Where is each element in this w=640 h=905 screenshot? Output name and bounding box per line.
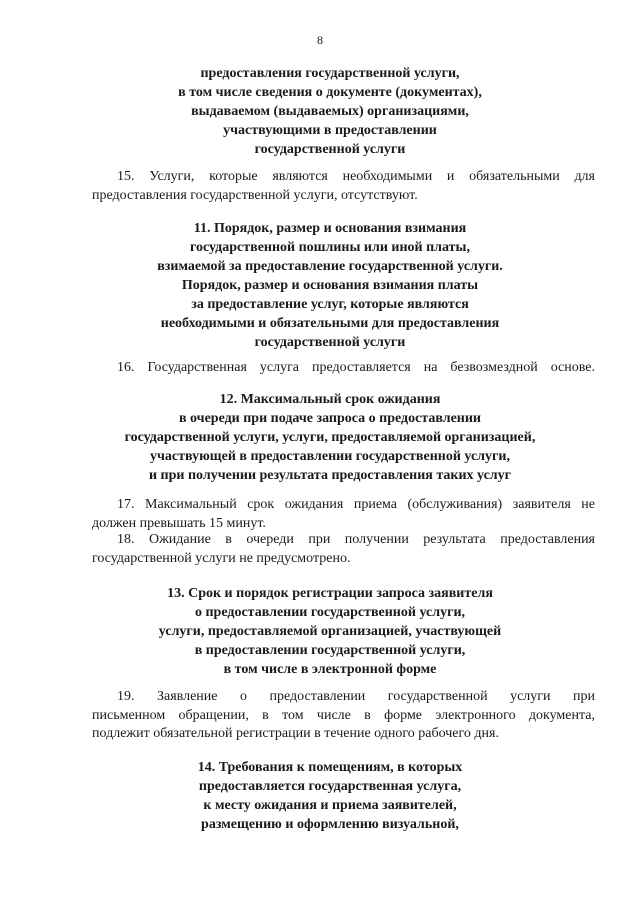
- section-heading-11: [60, 219, 600, 352]
- paragraph-line: предоставления государственной услуги, отсутствуют.: [92, 187, 418, 203]
- heading-line: услуги, предоставляемой организацией, участвующей: [158, 624, 502, 639]
- paragraph-line: государственной услуги не предусмотрено.: [92, 550, 351, 566]
- page-number: 8: [317, 33, 323, 47]
- paragraph-line: письменном обращении, в том числе в форме электронного документа,: [92, 707, 595, 723]
- heading-line: государственной пошлины или иной платы,: [190, 240, 470, 255]
- heading-line: Порядок, размер и основания взимания платы: [181, 278, 479, 293]
- heading-line: в предоставлении государственной услуги,: [194, 643, 466, 658]
- paragraph-19: [92, 688, 595, 744]
- paragraph-line: 15. Услуги, которые являются необходимыми и обязательными для: [117, 169, 595, 184]
- heading-line: в том числе в электронной форме: [223, 662, 437, 677]
- heading-line: к месту ожидания и приема заявителей,: [203, 798, 457, 813]
- heading-line: предоставления государственной услуги,: [200, 66, 460, 81]
- section-heading-14: [60, 758, 600, 834]
- heading-line: в очереди при подаче запроса о предоставлении: [178, 411, 482, 426]
- paragraph-line: 18. Ожидание в очереди при получении результата предоставления: [117, 532, 595, 547]
- paragraph-line: должен превышать 15 минут.: [92, 515, 266, 531]
- section-heading-continued: [60, 64, 600, 159]
- paragraph-line: подлежит обязательной регистрации в течение одного рабочего дня.: [92, 726, 499, 741]
- heading-line: выдаваемом (выдаваемых) организациями,: [191, 104, 469, 119]
- paragraph-line: 16. Государственная услуга предоставляется на безвозмездной основе.: [117, 360, 595, 375]
- paragraph-15: [92, 168, 595, 205]
- paragraph-16: [92, 359, 595, 378]
- section-heading-12: [60, 390, 600, 485]
- heading-line: государственной услуги, услуги, предоставляемой организацией,: [124, 430, 536, 445]
- section-heading-13: [60, 584, 600, 679]
- heading-line: государственной услуги: [254, 335, 406, 350]
- heading-line: 12. Максимальный срок ожидания: [219, 392, 441, 407]
- heading-line: предоставляется государственная услуга,: [198, 779, 462, 794]
- paragraph-18: [92, 531, 595, 568]
- heading-line: 13. Срок и порядок регистрации запроса заявителя: [167, 586, 493, 601]
- heading-line: участвующими в предоставлении: [223, 123, 437, 138]
- heading-line: необходимыми и обязательными для предоставления: [160, 316, 500, 331]
- heading-line: размещению и оформлению визуальной,: [201, 817, 459, 832]
- heading-line: за предоставление услуг, которые являются: [191, 297, 469, 312]
- heading-line: государственной услуги: [254, 142, 406, 157]
- heading-line: взимаемой за предоставление государственной услуги.: [157, 259, 503, 274]
- paragraph-line: 17. Максимальный срок ожидания приема (обслуживания) заявителя не: [117, 497, 595, 512]
- heading-line: о предоставлении государственной услуги,: [194, 605, 466, 620]
- heading-line: 14. Требования к помещениям, в которых: [197, 760, 463, 775]
- paragraph-17: [92, 496, 595, 533]
- heading-line: участвующей в предоставлении государственной услуги,: [150, 449, 510, 464]
- paragraph-line: 19. Заявление о предоставлении государственной услуги при: [117, 689, 595, 704]
- heading-line: 11. Порядок, размер и основания взимания: [193, 221, 467, 236]
- heading-line: и при получении результата предоставления таких услуг: [148, 468, 512, 483]
- heading-line: в том числе сведения о документе (документах),: [178, 85, 482, 100]
